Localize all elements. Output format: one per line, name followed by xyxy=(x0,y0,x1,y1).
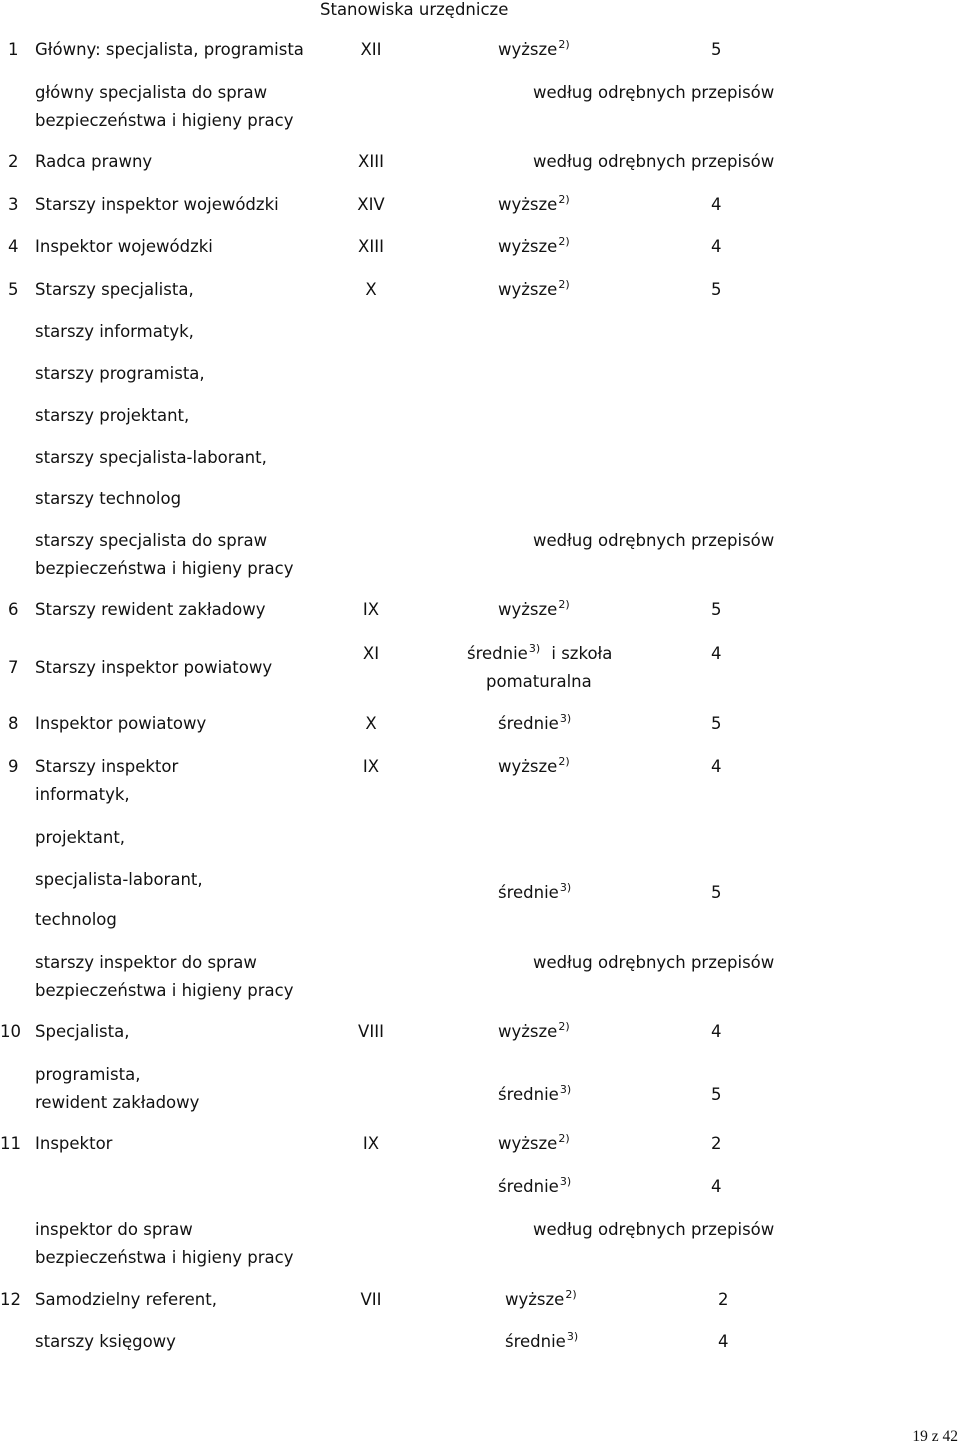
footnote-mark: 2) xyxy=(558,598,570,611)
position-name: Starszy inspektor wojewódzki xyxy=(35,195,279,214)
footnote-mark: 3) xyxy=(559,1083,572,1096)
page-title: Stanowiska urzędnicze xyxy=(320,0,509,19)
position-name: bezpieczeństwa i higieny pracy xyxy=(35,559,294,578)
experience-years: 4 xyxy=(711,644,722,663)
experience-years: 5 xyxy=(711,1085,722,1104)
salary-grade: IX xyxy=(362,600,380,619)
education-requirement xyxy=(498,36,570,66)
row-number: 3 xyxy=(8,195,19,214)
position-name: specjalista-laborant, xyxy=(35,870,203,889)
special-regulations-note: według odrębnych przepisów xyxy=(533,152,775,171)
special-regulations-note: według odrębnych przepisów xyxy=(533,531,775,550)
education-requirement xyxy=(498,1018,570,1048)
education-level: wyższe xyxy=(498,237,558,256)
special-regulations-note: według odrębnych przepisów xyxy=(533,1220,775,1239)
position-name: starszy programista, xyxy=(35,364,205,383)
education-level: wyższe xyxy=(498,600,558,619)
position-name: bezpieczeństwa i higieny pracy xyxy=(35,981,294,1000)
education-requirement xyxy=(498,233,570,263)
position-name: główny specjalista do spraw xyxy=(35,83,268,102)
education-level: średnie xyxy=(467,644,528,663)
education-level: średnie xyxy=(498,1177,559,1196)
footnote-mark: 2) xyxy=(558,38,570,51)
salary-grade: IX xyxy=(362,1134,380,1153)
salary-grade: XIV xyxy=(357,195,385,214)
experience-years: 2 xyxy=(711,1134,722,1153)
position-name: bezpieczeństwa i higieny pracy xyxy=(35,1248,294,1267)
footnote-mark: 2) xyxy=(558,755,570,768)
experience-years: 5 xyxy=(711,883,722,902)
position-name: informatyk, xyxy=(35,785,130,804)
experience-years: 4 xyxy=(711,1177,722,1196)
position-name: Specjalista, xyxy=(35,1022,130,1041)
position-name: rewident zakładowy xyxy=(35,1093,200,1112)
salary-grade: XII xyxy=(360,40,382,59)
position-name: Główny: specjalista, programista xyxy=(35,40,304,59)
row-number: 7 xyxy=(8,658,19,677)
education-requirement xyxy=(498,596,570,626)
education-level: średnie xyxy=(498,883,559,902)
experience-years: 4 xyxy=(711,757,722,776)
footnote-mark: 3) xyxy=(528,642,541,655)
education-requirement xyxy=(498,1173,571,1203)
position-name: inspektor do spraw xyxy=(35,1220,193,1239)
education-level: wyższe xyxy=(498,1134,558,1153)
position-name: programista, xyxy=(35,1065,141,1084)
row-number: 6 xyxy=(8,600,19,619)
position-name: bezpieczeństwa i higieny pracy xyxy=(35,111,294,130)
education-level: wyższe xyxy=(505,1290,565,1309)
education-requirement xyxy=(498,879,571,909)
experience-years: 2 xyxy=(718,1290,729,1309)
experience-years: 5 xyxy=(711,714,722,733)
experience-years: 4 xyxy=(711,1022,722,1041)
position-name: Starszy rewident zakładowy xyxy=(35,600,266,619)
experience-years: 5 xyxy=(711,280,722,299)
row-number: 11 xyxy=(0,1134,21,1153)
education-requirement xyxy=(498,191,570,221)
footnote-mark: 2) xyxy=(558,1132,570,1145)
education-level: średnie xyxy=(498,714,559,733)
experience-years: 4 xyxy=(718,1332,729,1351)
position-name: starszy projektant, xyxy=(35,406,190,425)
education-requirement-line2: pomaturalna xyxy=(486,672,592,691)
position-name: starszy inspektor do spraw xyxy=(35,953,257,972)
education-requirement xyxy=(498,1130,570,1160)
salary-grade: VIII xyxy=(358,1022,384,1041)
salary-grade: VII xyxy=(360,1290,382,1309)
row-number: 10 xyxy=(0,1022,21,1041)
salary-grade: X xyxy=(365,714,377,733)
row-number: 8 xyxy=(8,714,19,733)
footnote-mark: 3) xyxy=(566,1330,579,1343)
position-name: Starszy inspektor xyxy=(35,757,179,776)
row-number: 5 xyxy=(8,280,19,299)
row-number: 2 xyxy=(8,152,19,171)
education-requirement xyxy=(505,1286,577,1316)
experience-years: 4 xyxy=(711,237,722,256)
salary-grade: XI xyxy=(362,644,380,663)
experience-years: 4 xyxy=(711,195,722,214)
position-name: Starszy specjalista, xyxy=(35,280,194,299)
position-name: starszy technolog xyxy=(35,489,182,508)
education-level: wyższe xyxy=(498,757,558,776)
salary-grade: IX xyxy=(362,757,380,776)
position-name: starszy księgowy xyxy=(35,1332,176,1351)
experience-years: 5 xyxy=(711,40,722,59)
position-name: Inspektor wojewódzki xyxy=(35,237,213,256)
position-name: Inspektor powiatowy xyxy=(35,714,207,733)
position-name: starszy specjalista-laborant, xyxy=(35,448,267,467)
education-level: wyższe xyxy=(498,195,558,214)
education-suffix: i szkoła xyxy=(546,644,613,663)
position-name: Starszy inspektor powiatowy xyxy=(35,658,273,677)
footnote-mark: 3) xyxy=(559,881,572,894)
experience-years: 5 xyxy=(711,600,722,619)
education-requirement xyxy=(505,1328,578,1358)
education-level: średnie xyxy=(505,1332,566,1351)
footnote-mark: 2) xyxy=(565,1288,577,1301)
position-name: Samodzielny referent, xyxy=(35,1290,217,1309)
footnote-mark: 3) xyxy=(559,1175,572,1188)
education-requirement xyxy=(498,1081,571,1111)
row-number: 12 xyxy=(0,1290,21,1309)
education-level: wyższe xyxy=(498,280,558,299)
page-number: 19 z 42 xyxy=(912,1428,958,1445)
special-regulations-note: według odrębnych przepisów xyxy=(533,953,775,972)
row-number: 4 xyxy=(8,237,19,256)
row-number: 1 xyxy=(8,40,19,59)
footnote-mark: 2) xyxy=(558,278,570,291)
education-requirement xyxy=(498,753,570,783)
position-name: Radca prawny xyxy=(35,152,153,171)
special-regulations-note: według odrębnych przepisów xyxy=(533,83,775,102)
salary-grade: XIII xyxy=(358,152,384,171)
position-name: starszy informatyk, xyxy=(35,322,194,341)
position-name: starszy specjalista do spraw xyxy=(35,531,268,550)
row-number: 9 xyxy=(8,757,19,776)
footnote-mark: 2) xyxy=(558,193,570,206)
position-name: technolog xyxy=(35,910,117,929)
footnote-mark: 2) xyxy=(558,1020,570,1033)
footnote-mark: 3) xyxy=(559,712,572,725)
footnote-mark: 2) xyxy=(558,235,570,248)
education-level: wyższe xyxy=(498,40,558,59)
education-level: średnie xyxy=(498,1085,559,1104)
education-requirement xyxy=(498,710,571,740)
education-requirement xyxy=(467,640,612,670)
position-name: Inspektor xyxy=(35,1134,113,1153)
salary-grade: X xyxy=(365,280,377,299)
salary-grade: XIII xyxy=(358,237,384,256)
education-requirement xyxy=(498,276,570,306)
education-level: wyższe xyxy=(498,1022,558,1041)
position-name: projektant, xyxy=(35,828,126,847)
